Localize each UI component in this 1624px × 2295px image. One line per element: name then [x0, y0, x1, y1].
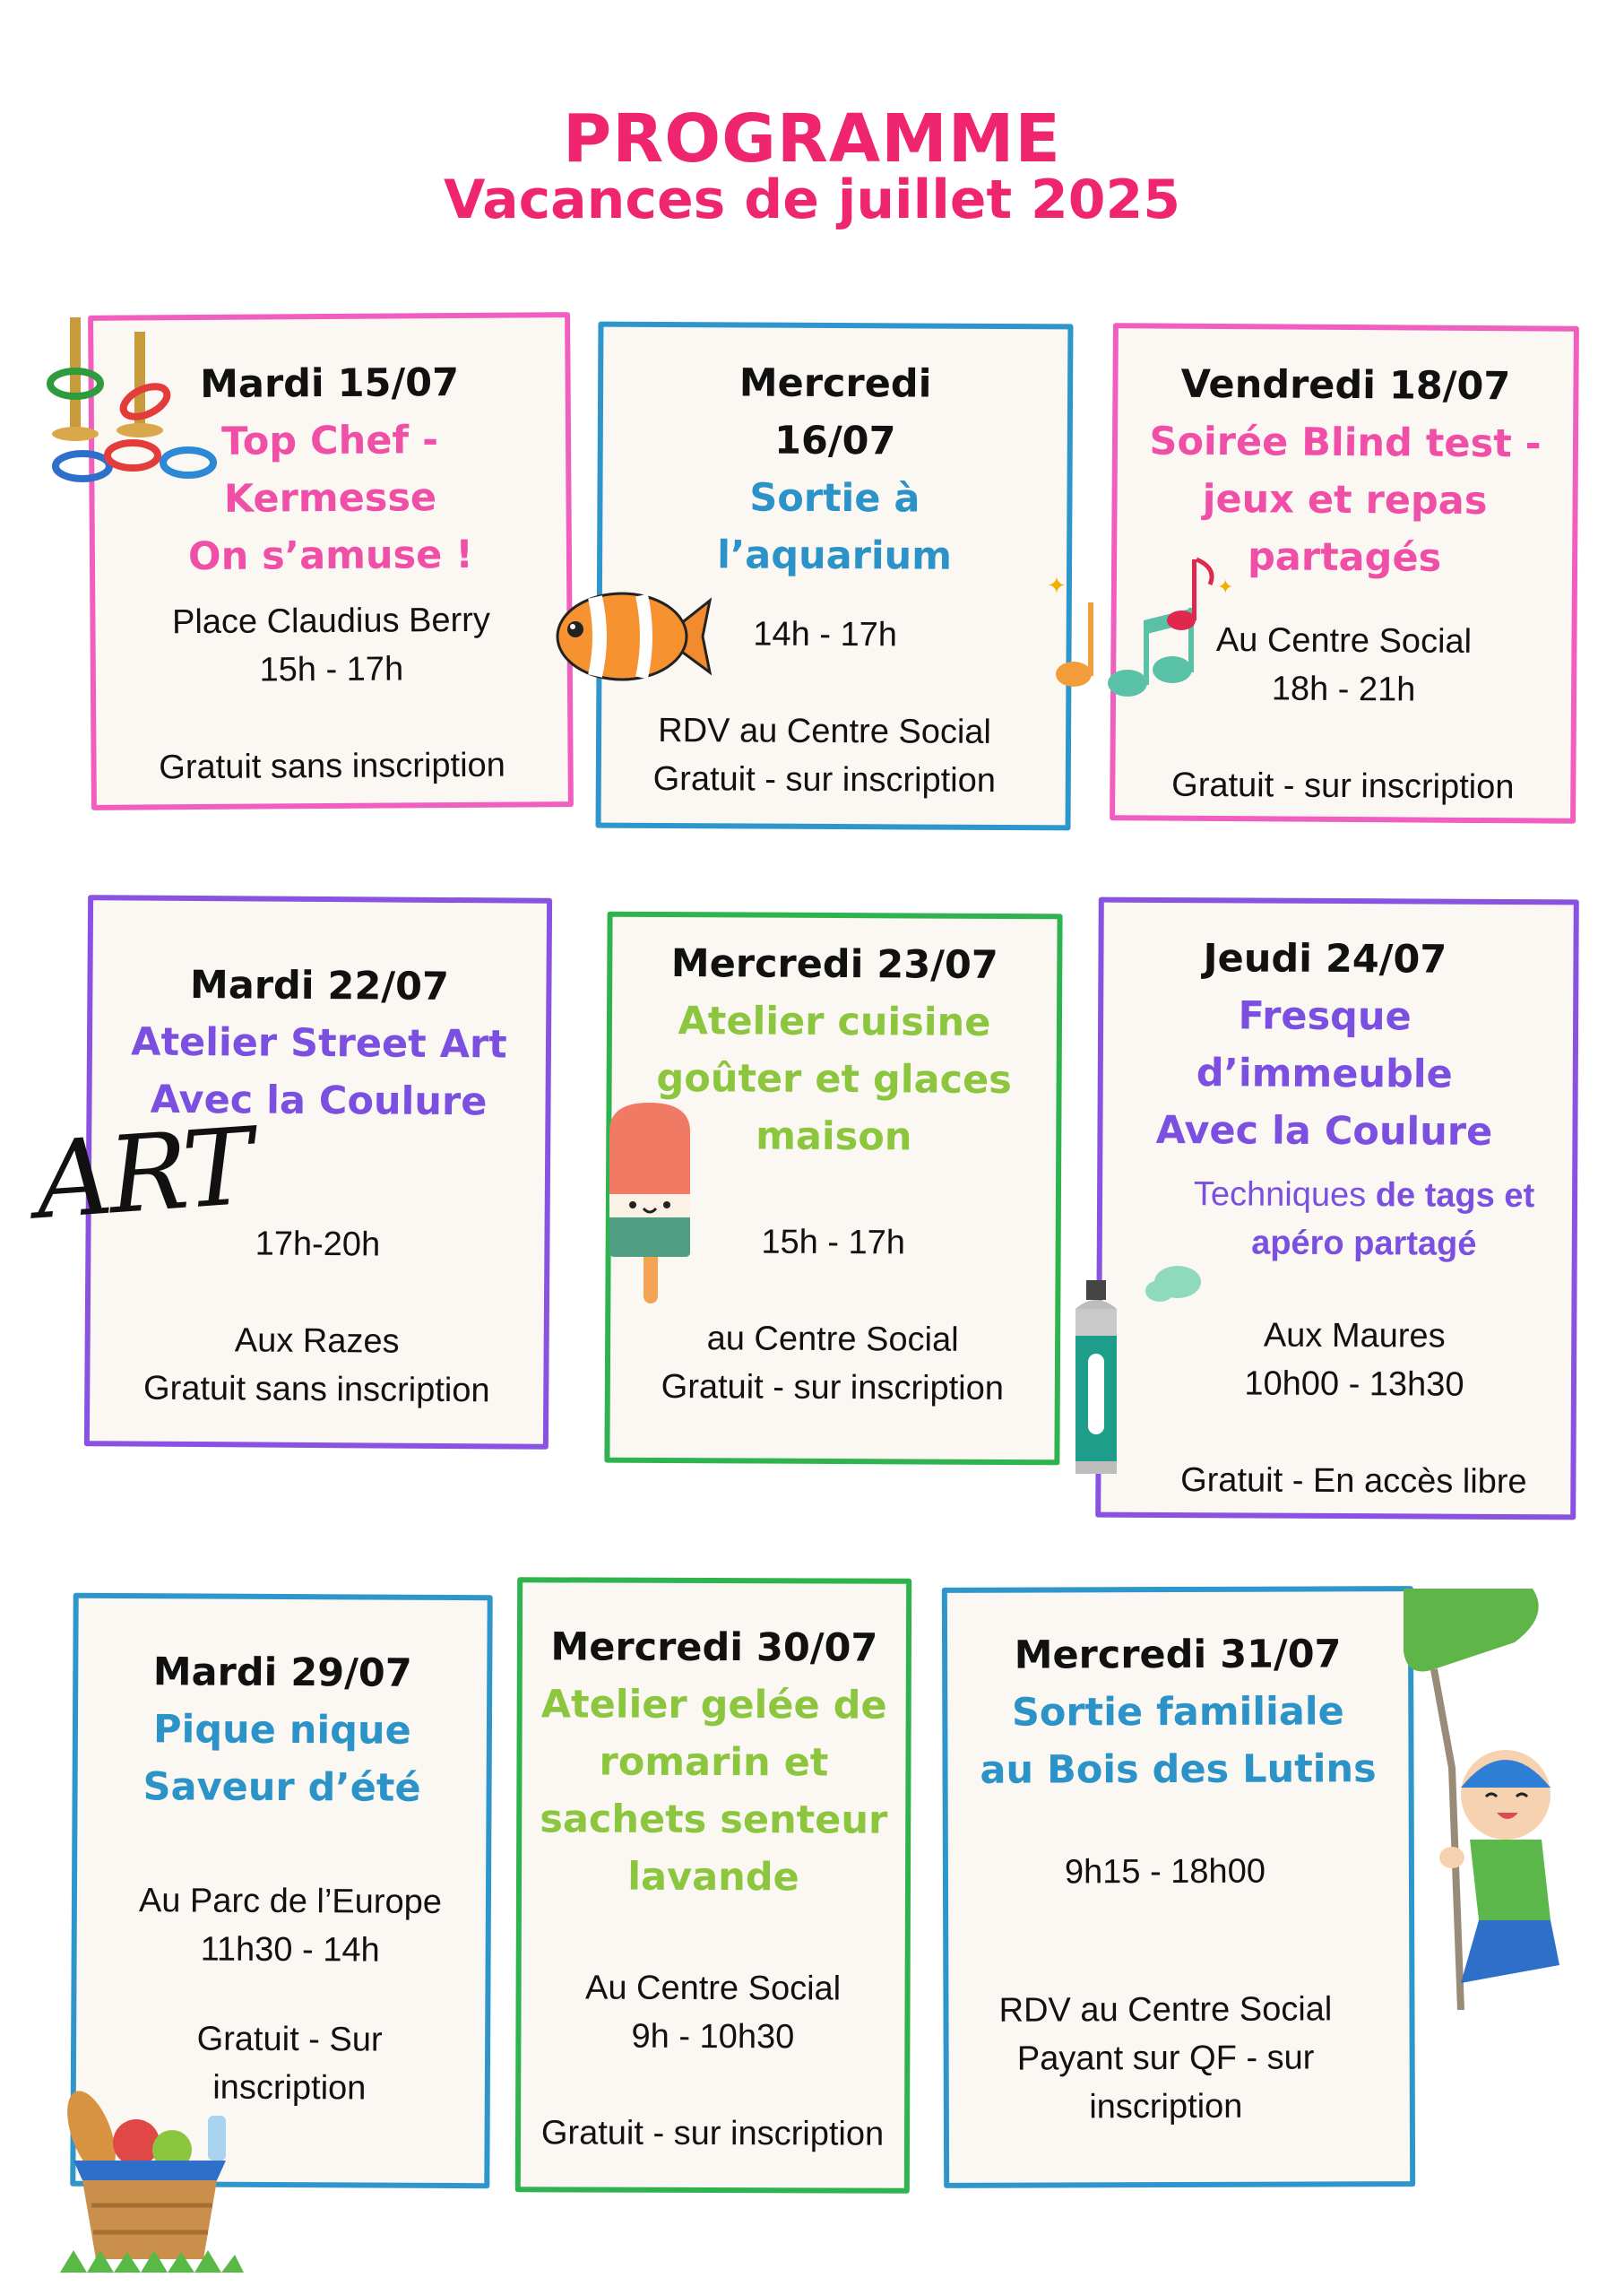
event-price: Gratuit - sur inscription [540, 2114, 885, 2153]
event-location: Aux Razes [234, 1321, 400, 1361]
event-activity-line: Sortie familiale [1011, 1689, 1344, 1736]
event-day: 16/07 [773, 418, 896, 464]
event-activity-line: d’immeuble [1196, 1051, 1453, 1097]
event-price: Gratuit - sur inscription [661, 1367, 1005, 1407]
event-price: Payant sur QF - sur [1016, 2039, 1315, 2078]
event-activity-line: Sortie à [749, 475, 920, 522]
event-activity-line: lavande [627, 1854, 799, 1901]
event-card-mercredi-30 [515, 1577, 911, 2194]
event-location: Au Centre Social [584, 1969, 842, 2008]
event-activity-line: Avec la Coulure [150, 1077, 488, 1125]
svg-text:✦: ✦ [1047, 573, 1067, 600]
event-activity-line: l’aquarium [717, 533, 953, 579]
event-card-mercredi-31 [942, 1586, 1415, 2188]
event-subtitle-part: Techniques [1193, 1175, 1367, 1215]
music-notes-icon [1038, 549, 1234, 710]
event-price: Gratuit - Sur [196, 2020, 383, 2059]
event-location: Place Claudius Berry [171, 601, 491, 642]
event-day: Mardi 22/07 [189, 962, 450, 1010]
event-activity-line: romarin et [599, 1739, 829, 1786]
event-activity-line: maison [756, 1113, 912, 1160]
event-time: 15h - 17h [259, 650, 404, 689]
event-location: Aux Maures [1263, 1316, 1446, 1355]
event-price: Gratuit sans inscription [159, 746, 505, 787]
event-day: Mardi 29/07 [152, 1650, 412, 1696]
event-activity-line: On s’amuse ! [187, 532, 474, 580]
event-location: au Centre Social [706, 1320, 959, 1359]
event-day: Mercredi 30/07 [550, 1624, 878, 1671]
event-subtitle-part: apéro partagé [1251, 1224, 1477, 1263]
event-time: 9h15 - 18h00 [1064, 1852, 1266, 1892]
event-subtitle-part: de tags et [1375, 1176, 1535, 1216]
event-day: Jeudi 24/07 [1203, 936, 1447, 983]
event-activity-line: Top Chef - [221, 418, 439, 464]
event-price: inscription [1089, 2087, 1243, 2126]
event-time: 10h00 - 13h30 [1244, 1364, 1464, 1404]
event-subtitle [1156, 1170, 1572, 1220]
event-time: 18h - 21h [1271, 670, 1416, 709]
event-location: Au Centre Social [1215, 621, 1473, 661]
event-day: Mercredi 23/07 [670, 941, 998, 988]
event-time: 14h - 17h [753, 615, 898, 654]
event-price: Gratuit - sur inscription [652, 759, 997, 800]
event-day: Mardi 15/07 [199, 359, 460, 408]
spray-can-icon [1063, 1255, 1206, 1479]
event-day: Vendredi 18/07 [1180, 361, 1511, 410]
event-activity-line: Atelier gelée de [540, 1682, 887, 1728]
page-title: PROGRAMME [563, 100, 1061, 178]
event-activity-line: Soirée Blind test - [1149, 419, 1542, 467]
picnic-basket-icon [38, 2080, 262, 2286]
event-price: Gratuit sans inscription [143, 1369, 490, 1410]
art-graffiti-text: ART [31, 1104, 255, 1243]
event-time: 9h - 10h30 [631, 2017, 795, 2057]
event-activity-line: partagés [1247, 534, 1442, 581]
event-location: RDV au Centre Social [998, 1990, 1333, 2030]
event-day: Mercredi 31/07 [1014, 1632, 1342, 1678]
event-activity-line: Kermesse [223, 475, 437, 522]
popsicle-icon [592, 1096, 708, 1311]
event-activity-line: Pique nique [152, 1707, 411, 1754]
ring-toss-icon [45, 312, 224, 491]
event-time: 17h-20h [255, 1225, 381, 1264]
event-price: Gratuit - sur inscription [1171, 766, 1515, 807]
event-activity-line: Atelier cuisine [678, 999, 991, 1045]
event-activity-line: Avec la Coulure [1155, 1107, 1493, 1155]
event-time: 11h30 - 14h [200, 1930, 380, 1970]
event-location: Au Parc de l’Europe [138, 1882, 443, 1921]
event-time: 15h - 17h [761, 1223, 906, 1262]
event-activity-line: Saveur d’été [143, 1764, 421, 1811]
svg-text:✦: ✦ [1217, 576, 1234, 599]
event-activity-line: Atelier Street Art [131, 1019, 507, 1068]
event-activity-line: sachets senteur [540, 1797, 888, 1843]
clownfish-icon [541, 574, 712, 699]
climber-icon [1398, 1589, 1597, 2010]
event-location: RDV au Centre Social [658, 711, 992, 751]
event-activity-line: jeux et repas [1202, 476, 1488, 524]
event-activity-line: Fresque [1238, 993, 1412, 1040]
event-activity-line: au Bois des Lutins [980, 1746, 1377, 1793]
event-day: Mercredi [739, 360, 932, 407]
event-activity-line: goûter et glaces [656, 1055, 1012, 1104]
page-subtitle: Vacances de juillet 2025 [443, 169, 1181, 231]
event-price: inscription [212, 2068, 367, 2108]
event-price: Gratuit - En accès libre [1180, 1461, 1527, 1502]
